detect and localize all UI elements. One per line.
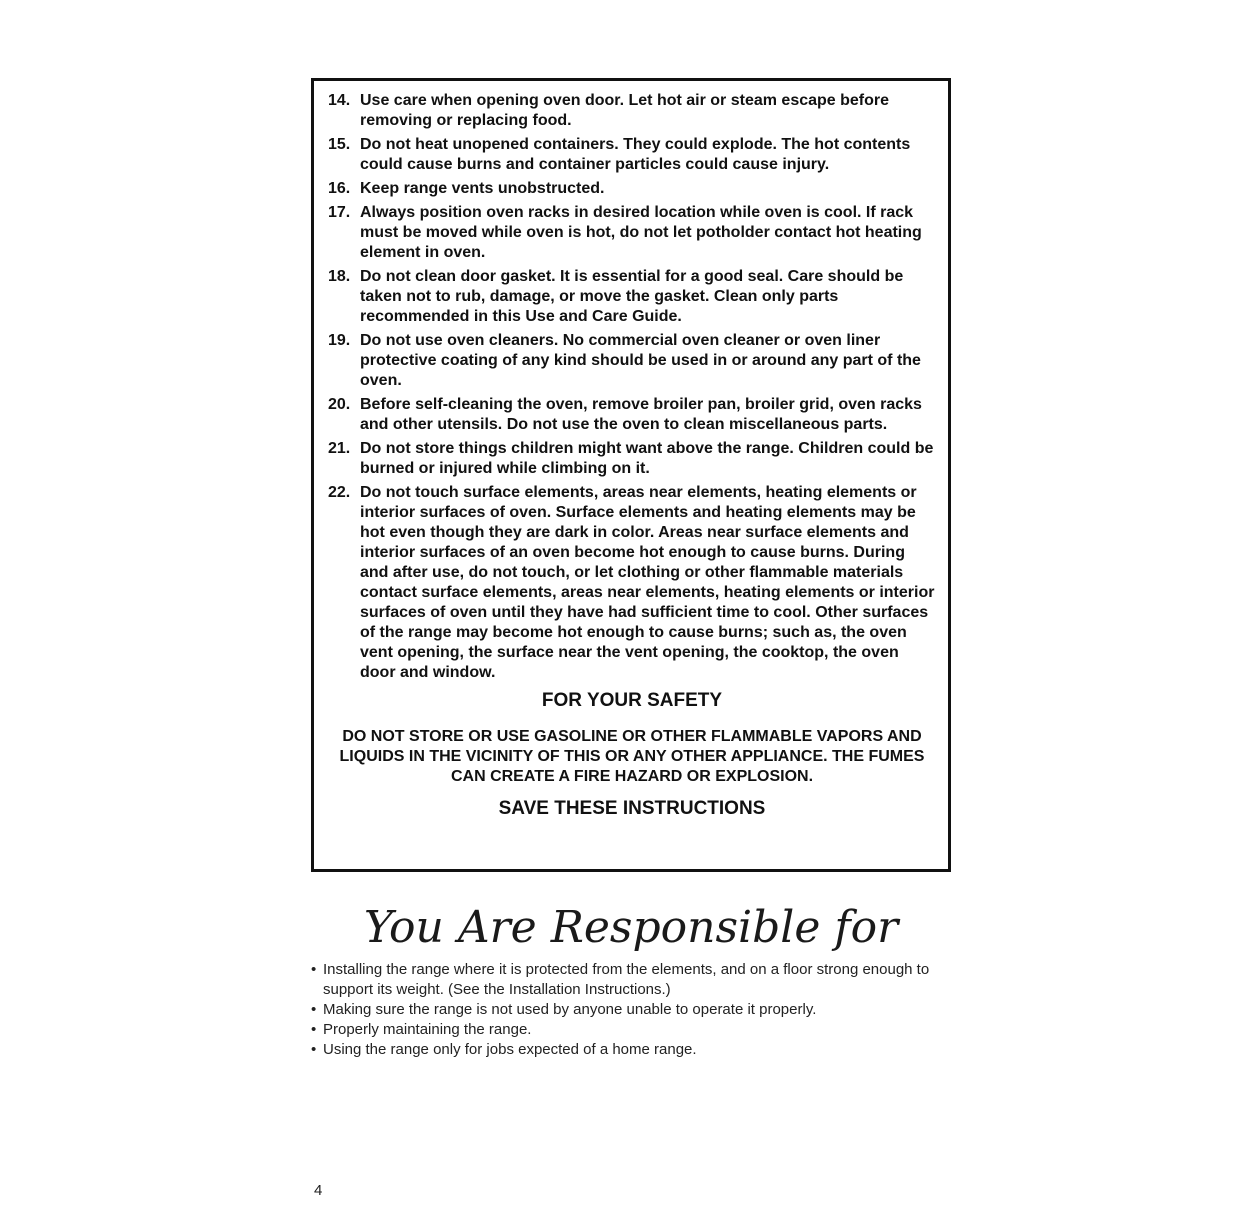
- item-number: 16.: [328, 180, 351, 197]
- item-number: 14.: [328, 92, 351, 109]
- item-number: 20.: [328, 396, 351, 413]
- responsible-item: [311, 1000, 951, 1020]
- bullet-icon: •: [311, 1041, 317, 1058]
- flammable-warning: DO NOT STORE OR USE GASOLINE OR OTHER FLAMMABLE VAPORS AND LIQUIDS IN THE VICINITY OF THIS OR ANY OTHER APPLIANCE. THE FUMES CAN CREATE A FIRE HAZARD OR EXPLOSION.: [339, 728, 925, 785]
- item-text: Always position oven racks in desired location while oven is cool. If rack must be moved while oven is hot, do not let potholder contact hot heating element in oven.: [360, 204, 922, 261]
- item-text: Use care when opening oven door. Let hot air or steam escape before removing or replacing food.: [360, 92, 890, 129]
- safety-item-17: [328, 203, 936, 263]
- safety-item-15: [328, 135, 936, 175]
- responsible-item-text: Installing the range where it is protected from the elements, and on a floor strong enough to support its weight. (See the Installation Instructions.): [323, 961, 930, 998]
- item-number: 15.: [328, 136, 351, 153]
- safety-instructions-box: [311, 78, 951, 872]
- safety-item-21: [328, 439, 936, 479]
- bullet-icon: •: [311, 1021, 317, 1038]
- responsible-list: [311, 960, 951, 1060]
- item-text: Before self-cleaning the oven, remove broiler pan, broiler grid, oven racks and other utensils. Do not use the oven to clean miscellaneous parts.: [360, 396, 922, 433]
- safety-item-22: [328, 483, 936, 683]
- responsible-item-text: Making sure the range is not used by anyone unable to operate it properly.: [323, 1001, 817, 1018]
- safety-item-18: [328, 267, 936, 327]
- for-your-safety-heading: FOR YOUR SAFETY: [541, 690, 723, 711]
- item-number: 19.: [328, 332, 351, 349]
- bullet-icon: •: [311, 961, 317, 978]
- safety-item-20: [328, 395, 936, 435]
- safety-list: [328, 91, 936, 683]
- responsible-item: [311, 1040, 951, 1060]
- item-number: 17.: [328, 204, 351, 221]
- item-text: Keep range vents unobstructed.: [360, 180, 605, 197]
- item-number: 21.: [328, 440, 351, 457]
- safety-item-16: [328, 179, 936, 199]
- page-number: 4: [314, 1182, 323, 1199]
- item-text: Do not clean door gasket. It is essential for a good seal. Care should be taken not to rub, damage, or move the gasket. Clean only parts recommended in this Use and Care Guide.: [360, 268, 904, 325]
- item-text: Do not store things children might want above the range. Children could be burned or injured while climbing on it.: [360, 440, 934, 477]
- safety-item-14: [328, 91, 936, 131]
- responsible-item-text: Properly maintaining the range.: [323, 1021, 532, 1038]
- responsible-item: [311, 960, 951, 1000]
- item-text: Do not use oven cleaners. No commercial oven cleaner or oven liner protective coating of any kind should be used in or around any part of the oven.: [360, 332, 921, 389]
- responsible-title: You Are Responsible for: [363, 902, 899, 953]
- responsible-item-text: Using the range only for jobs expected of a home range.: [323, 1041, 697, 1058]
- item-number: 22.: [328, 484, 351, 501]
- safety-item-19: [328, 331, 936, 391]
- bullet-icon: •: [311, 1001, 317, 1018]
- save-instructions-heading: SAVE THESE INSTRUCTIONS: [498, 798, 766, 819]
- responsible-item: [311, 1020, 951, 1040]
- item-number: 18.: [328, 268, 351, 285]
- item-text: Do not touch surface elements, areas near elements, heating elements or interior surfaces of oven. Surface elements and heating elements may be hot even though they are dark in color. Areas near surface elements and interior surfaces of an oven become hot enough to cause burns. During and after use, do not touch, or let clothing or other flammable materials contact surface elements, areas near elements, heating elements or interior surfaces of oven until they have had sufficient time to cool. Other surfaces of the range may become hot enough to cause burns; such as, the oven vent opening, the surface near the vent opening, the cooktop, the oven door and window.: [360, 484, 935, 681]
- item-text: Do not heat unopened containers. They could explode. The hot contents could cause burns and container particles could cause injury.: [360, 136, 911, 173]
